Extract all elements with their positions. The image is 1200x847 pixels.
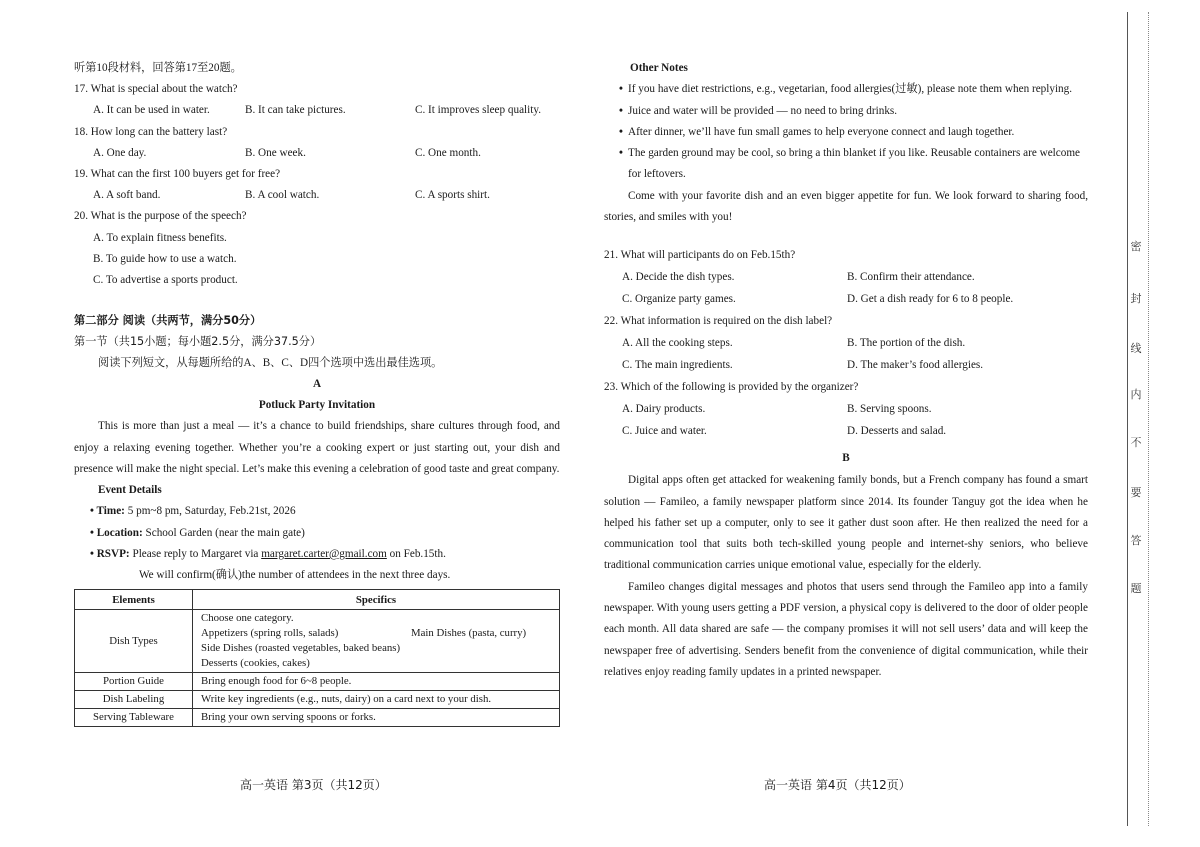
question-22-options — [604, 332, 1088, 354]
question-23-options-2 — [604, 420, 1088, 442]
time-value: 5 pm~8 pm, Saturday, Feb.21st, 2026 — [127, 505, 296, 518]
passage-b-para-1: Digital apps often get attacked for weakening family bonds, but a French company has found a smart solution — Famileo, a family newspaper platform since 2014. Its founder Tanguy got the idea when he helped his father set up a computer, only to see it gather dust soon after. He then realized the need for a communication tool that suits both tech-skilled young people and internet-shy seniors, who believe traditional communication carries unique emotional value, especially for the elderly. — [604, 474, 1088, 572]
note-text: After dinner, we’ll have fun small games to help everyone connect and laugh together. — [628, 125, 1015, 138]
option: D. The maker’s food allergies. — [847, 359, 984, 372]
option: A. It can be used in water. — [93, 104, 210, 117]
time-label: Time: — [96, 505, 125, 518]
page-footer-right: 高一英语 第4页（共12页） — [764, 778, 911, 792]
question-21: 21. What will participants do on Feb.15th? — [604, 249, 796, 262]
option: C. It improves sleep quality. — [415, 104, 542, 117]
table-header: Specifics — [193, 590, 560, 610]
event-time: • Time: 5 pm~8 pm, Saturday, Feb.21st, 2026 — [90, 505, 296, 518]
option: C. A sports shirt. — [415, 189, 490, 202]
question-22: 22. What information is required on the dish label? — [604, 315, 833, 328]
seal-char: 不 — [1130, 436, 1142, 449]
question-22-options-2 — [604, 354, 1088, 376]
option: C. One month. — [415, 146, 481, 159]
rsvp-post: on Feb.15th. — [389, 547, 446, 560]
event-rsvp: • RSVP: Please reply to Margaret via margaret.carter@gmail.com on Feb.15th. — [90, 547, 446, 560]
option: B. The portion of the dish. — [847, 337, 966, 350]
other-notes-heading: Other Notes — [630, 62, 688, 74]
passage-letter-a: A — [312, 377, 322, 390]
option: B. It can take pictures. — [245, 104, 346, 117]
dish-line: Desserts (cookies, cakes) — [201, 657, 310, 670]
rsvp-email-link[interactable]: margaret.carter@gmail.com — [261, 547, 387, 560]
page-footer-left: 高一英语 第3页（共12页） — [240, 778, 387, 792]
option: C. The main ingredients. — [622, 359, 733, 372]
note-bullet: • Juice and water will be provided — no need to bring drinks. — [619, 104, 898, 117]
seal-line — [1127, 12, 1128, 826]
dish-line — [201, 626, 551, 641]
section-1-title: 第一节（共15小题；每小题2.5分，满分37.5分） — [74, 335, 322, 349]
question-17-options — [74, 100, 560, 121]
option: C. Organize party games. — [622, 293, 736, 306]
rsvp-pre: Please reply to Margaret via — [132, 547, 259, 560]
option: A. A soft band. — [93, 189, 161, 202]
option: B. Serving spoons. — [847, 403, 932, 416]
note-text: Juice and water will be provided — no need to bring drinks. — [628, 104, 898, 117]
dish-line: Choose one category. — [201, 612, 294, 625]
table-row — [75, 691, 560, 709]
note-bullet: • If you have diet restrictions, e.g., vegetarian, food allergies(过敏), please note them when replying. — [619, 83, 1073, 96]
question-20: 20. What is the purpose of the speech? — [74, 210, 247, 223]
question-18: 18. How long can the battery last? — [74, 125, 228, 138]
seal-char: 密 — [1130, 240, 1142, 253]
table-header-row — [75, 590, 560, 610]
option: A. Dairy products. — [622, 403, 706, 416]
option: A. Decide the dish types. — [622, 271, 735, 284]
question-17: 17. What is special about the watch? — [74, 83, 238, 96]
question-21-options — [604, 266, 1088, 288]
table-cell: Bring your own serving spoons or forks. — [193, 709, 560, 727]
seal-line-dotted — [1148, 12, 1149, 826]
question-19: 19. What can the first 100 buyers get for free? — [74, 168, 281, 181]
passage-title: Potluck Party Invitation — [258, 399, 376, 412]
table-header: Elements — [75, 590, 193, 610]
seal-char: 线 — [1130, 342, 1142, 355]
location-label: Location: — [96, 526, 143, 539]
question-21-options-2 — [604, 288, 1088, 310]
rsvp-label: RSVP: — [96, 547, 130, 560]
option: D. Desserts and salad. — [847, 425, 947, 438]
option: B. A cool watch. — [245, 189, 320, 202]
table-row — [75, 610, 560, 673]
passage-b-para-2: Famileo changes digital messages and photos that users send through the Famileo app into a family newspaper. With young users getting a PDF version, a physical copy is delivered to the door of older people each month. All data shared are safe — the company promises it will not sell users’ data and will keep the newspaper free of advertising. Senders benefit from the convenience of digital communication, while their relatives enjoy reading family updates in a printed newspaper. — [604, 580, 1088, 678]
event-specifics-table — [74, 589, 560, 727]
question-19-options — [74, 185, 560, 206]
location-value: School Garden (near the main gate) — [145, 526, 305, 539]
seal-char: 封 — [1130, 292, 1142, 305]
seal-char: 内 — [1130, 388, 1142, 401]
option: B. One week. — [245, 146, 306, 159]
dish-main: Main Dishes (pasta, curry) — [411, 627, 527, 640]
right-page — [604, 58, 1088, 683]
table-row — [75, 709, 560, 727]
option: A. All the cooking steps. — [622, 337, 733, 350]
question-18-options — [74, 143, 560, 164]
table-row — [75, 673, 560, 691]
seal-char: 要 — [1130, 486, 1142, 499]
table-cell: Bring enough food for 6~8 people. — [193, 673, 560, 691]
question-23: 23. Which of the following is provided by the organizer? — [604, 381, 859, 394]
table-cell: Dish Types — [75, 610, 193, 673]
seal-char: 题 — [1130, 582, 1142, 595]
note-bullet: • After dinner, we’ll have fun small games to help everyone connect and laugh together. — [619, 125, 1015, 138]
seal-char: 答 — [1130, 534, 1142, 547]
invitation-intro: This is more than just a meal — it’s a chance to build friendships, share cultures through food, and enjoy a relaxing evening together. Whether you’re a cooking expert or just starting out, your dish and presence will make the night special. Let’s make this evening a celebration of good taste and great company. — [74, 420, 560, 475]
part-2-title: 第二部分 阅读（共两节，满分50分） — [74, 314, 262, 328]
note-text: If you have diet restrictions, e.g., vegetarian, food allergies(过敏), please note them when replying. — [628, 83, 1073, 96]
confirm-line: We will confirm(确认)the number of attendees in the next three days. — [139, 568, 451, 581]
option: B. To guide how to use a watch. — [93, 252, 237, 265]
option: B. Confirm their attendance. — [847, 271, 975, 284]
option: A. One day. — [93, 146, 147, 159]
dish-line: Side Dishes (roasted vegetables, baked beans) — [201, 642, 401, 655]
note-bullet: • The garden ground may be cool, so bring a thin blanket if you like. Reusable containers are welcome for leftovers. — [619, 147, 1081, 181]
event-details-heading: Event Details — [98, 484, 162, 497]
table-cell: Write key ingredients (e.g., nuts, dairy) on a card next to your dish. — [193, 691, 560, 709]
table-cell: Dish Labeling — [75, 691, 193, 709]
closing-para: Come with your favorite dish and an even bigger appetite for fun. We look forward to sharing food, stories, and smiles with you! — [604, 189, 1088, 223]
event-location: • Location: School Garden (near the main gate) — [90, 526, 305, 539]
dish-appetizers: Appetizers (spring rolls, salads) — [201, 627, 339, 640]
left-page — [74, 58, 560, 727]
passage-letter-b: B — [842, 452, 850, 465]
table-cell: Portion Guide — [75, 673, 193, 691]
question-23-options — [604, 398, 1088, 420]
table-cell: Serving Tableware — [75, 709, 193, 727]
table-cell — [193, 610, 560, 673]
listening-intro: 听第10段材料，回答第17至20题。 — [74, 62, 242, 74]
reading-instruction: 阅读下列短文，从每题所给的A、B、C、D四个选项中选出最佳选项。 — [98, 356, 443, 369]
option: D. Get a dish ready for 6 to 8 people. — [847, 293, 1014, 306]
option: C. Juice and water. — [622, 425, 707, 438]
option: C. To advertise a sports product. — [93, 274, 238, 287]
option: A. To explain fitness benefits. — [93, 231, 227, 244]
note-text: The garden ground may be cool, so bring a thin blanket if you like. Reusable containers are welcome for leftovers. — [628, 147, 1081, 181]
